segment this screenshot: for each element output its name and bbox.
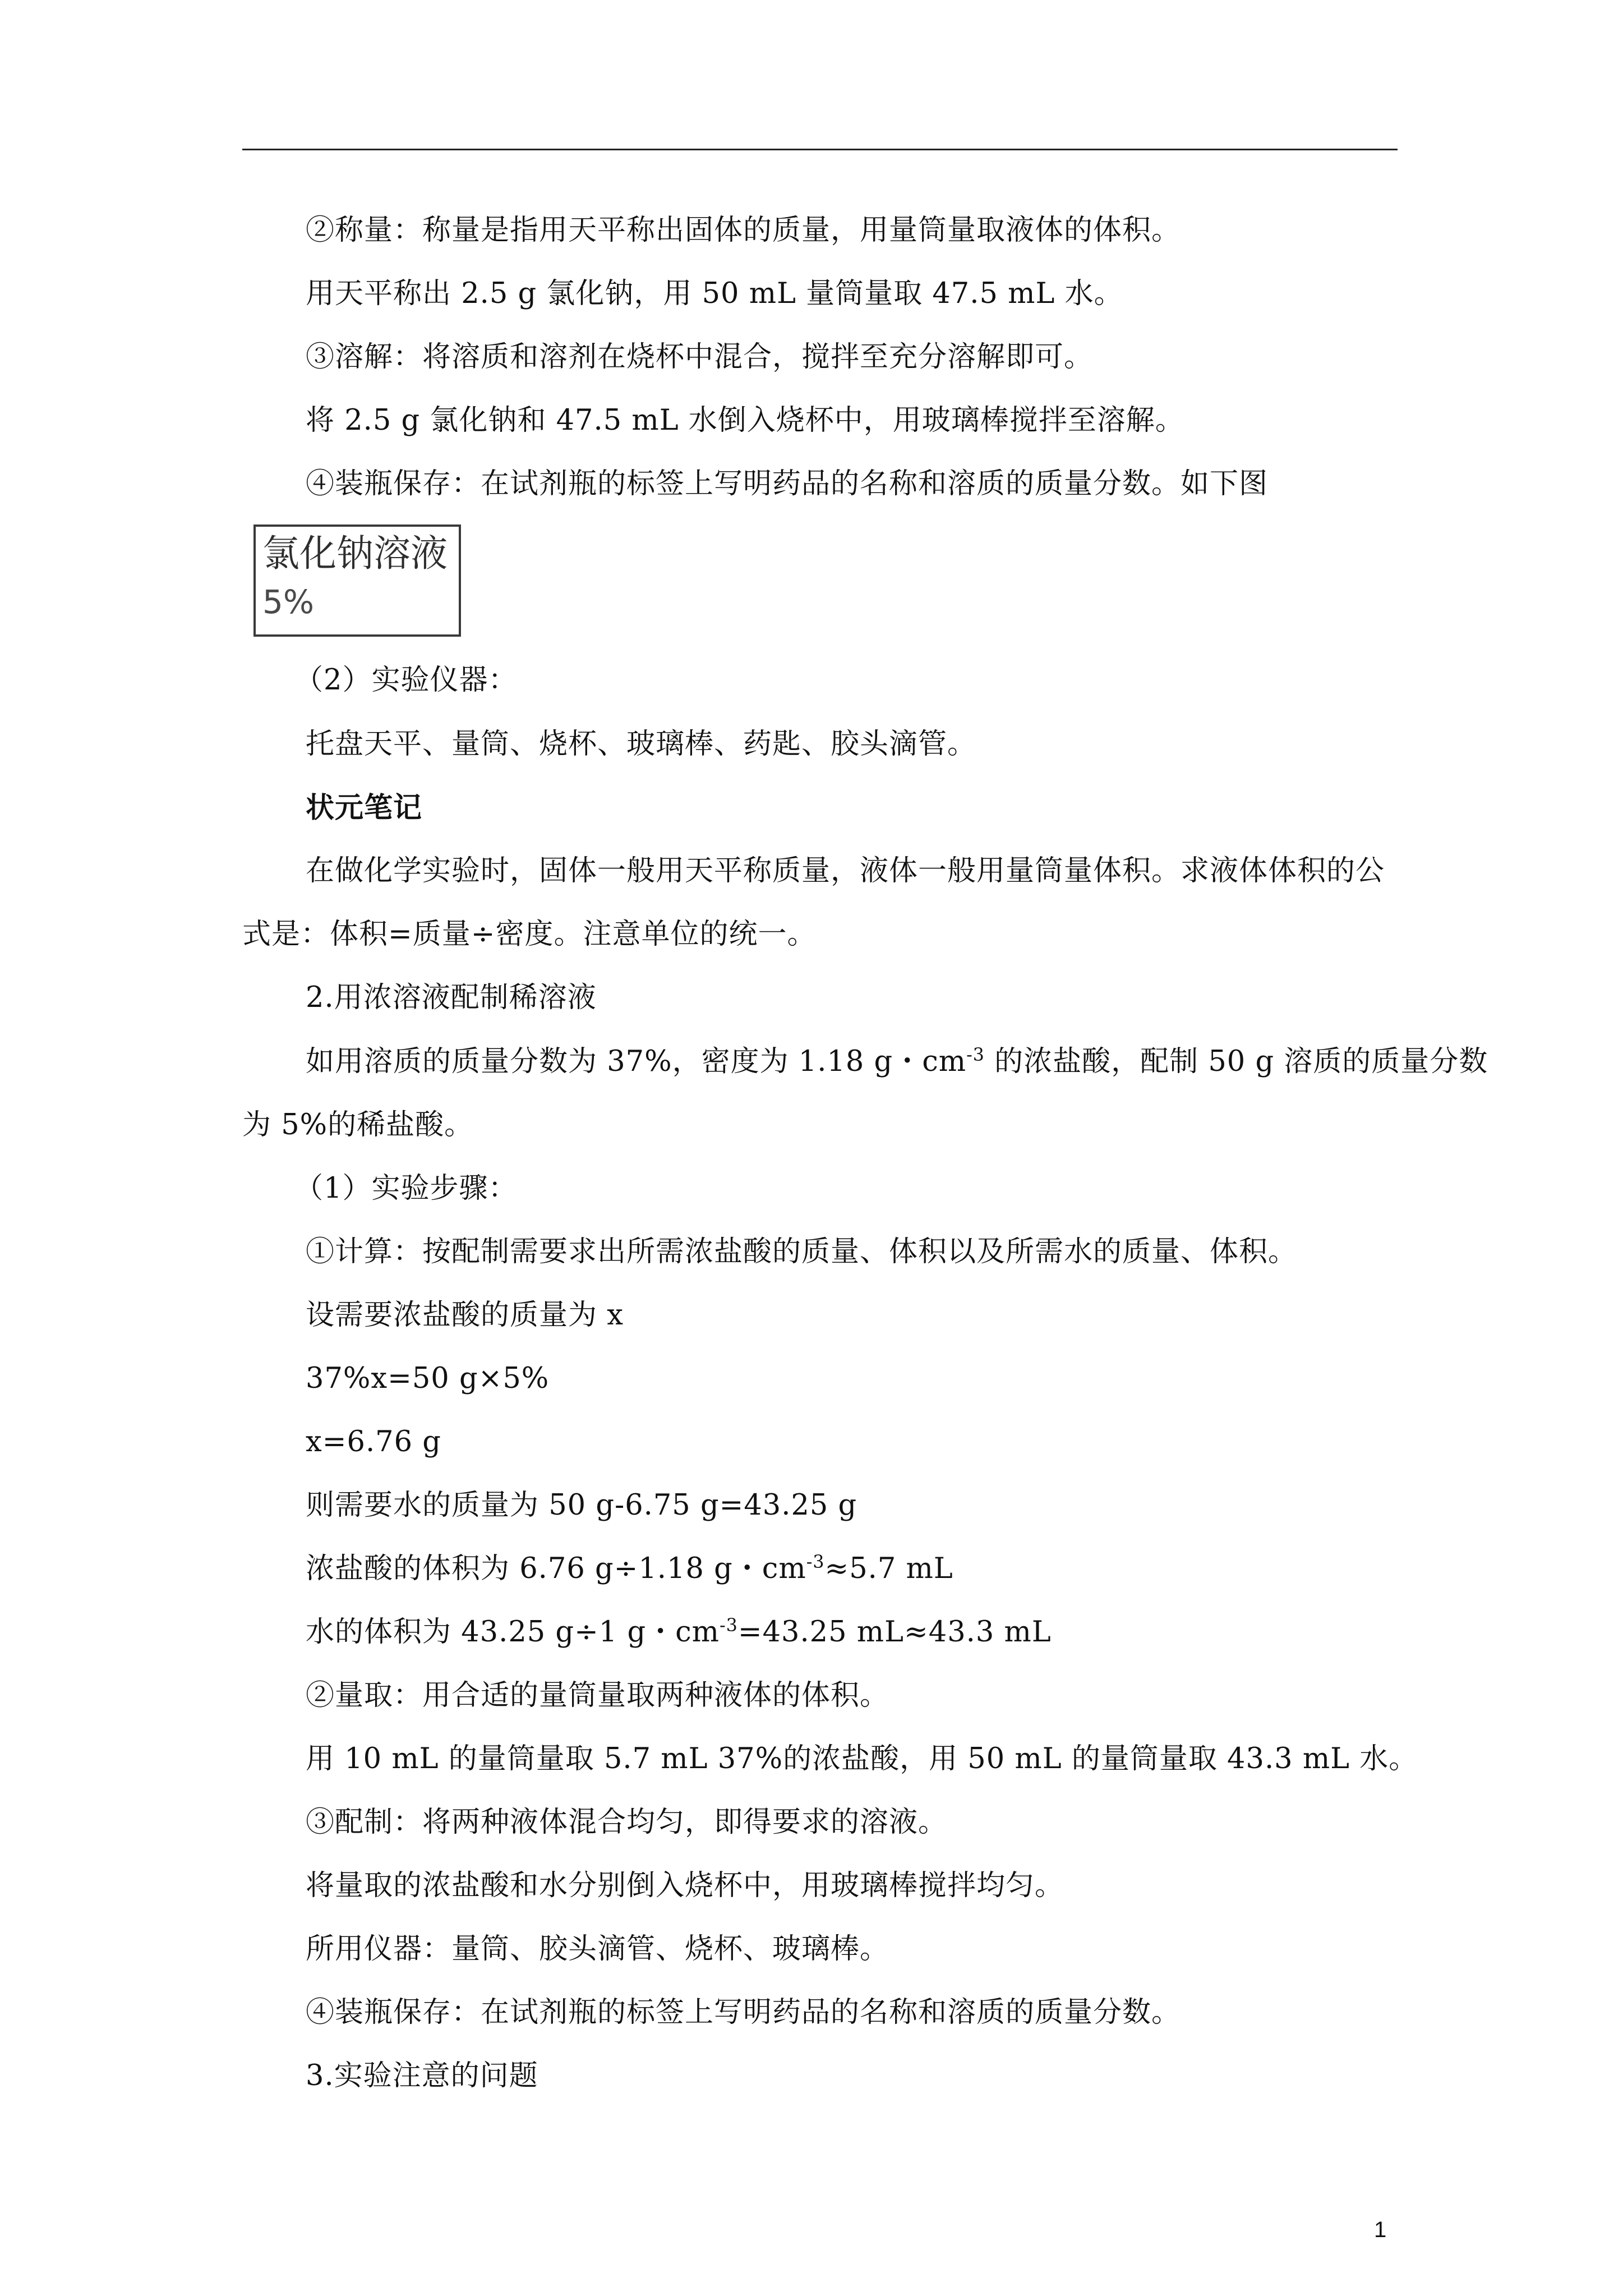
example-text-1	[306, 1043, 1488, 1080]
steps-heading: （1）实验步骤：	[294, 1172, 518, 1205]
calc-water-volume-part2: =43.25 mL≈43.3 mL	[737, 1616, 1052, 1649]
dissolving-detail: 将 2.5 g 氯化钠和 47.5 mL 水倒入烧杯中，用玻璃棒搅拌至溶解。	[306, 404, 1184, 437]
reagent-label-name: 氯化钠溶液	[262, 532, 448, 575]
calc-hcl-volume-part2: ≈5.7 mL	[824, 1552, 953, 1585]
header-rule	[242, 149, 1398, 150]
preparation-detail: 将量取的浓盐酸和水分别倒入烧杯中，用玻璃棒搅拌均匀。	[306, 1869, 1064, 1902]
calc-equation: 37%x=50 g×5%	[306, 1362, 550, 1395]
calc-water-volume-part1: 水的体积为 43.25 g÷1 g・cm	[306, 1616, 720, 1649]
reagent-label-percent: 5%	[262, 583, 315, 621]
calc-hcl-volume	[306, 1550, 953, 1588]
instruments-used: 所用仪器：量筒、胶头滴管、烧杯、玻璃棒。	[306, 1932, 889, 1966]
step-calculation: ①计算：按配制需要求出所需浓盐酸的质量、体积以及所需水的质量、体积。	[306, 1235, 1298, 1268]
step-bottling-2: ④装瓶保存：在试剂瓶的标签上写明药品的名称和溶质的质量分数。	[306, 1996, 1181, 2029]
step-weighing: ②称量：称量是指用天平称出固体的质量，用量筒量取液体的体积。	[306, 214, 1181, 247]
calc-hcl-volume-exponent: -3	[806, 1552, 825, 1572]
calc-water-mass: 则需要水的质量为 50 g-6.75 g=43.25 g	[306, 1489, 857, 1522]
step-bottling: ④装瓶保存：在试剂瓶的标签上写明药品的名称和溶质的质量分数。如下图	[306, 467, 1269, 500]
page-number: 1	[1374, 2217, 1387, 2242]
instruments-heading: （2）实验仪器：	[294, 664, 518, 697]
measuring-detail: 用 10 mL 的量筒量取 5.7 mL 37%的浓盐酸，用 50 mL 的量筒量取 43.3 mL 水。	[306, 1742, 1418, 1775]
calc-assumption: 设需要浓盐酸的质量为 x	[306, 1299, 624, 1332]
notes-text-2: 式是：体积=质量÷密度。注意单位的统一。	[242, 918, 817, 951]
example-text-2: 为 5%的稀盐酸。	[242, 1108, 474, 1142]
example-text-1-exponent: -3	[966, 1045, 985, 1065]
step-measuring: ②量取：用合适的量筒量取两种液体的体积。	[306, 1679, 889, 1712]
calc-result: x=6.76 g	[306, 1425, 441, 1458]
calc-water-volume	[306, 1614, 1052, 1651]
step-preparation: ③配制：将两种液体混合均匀，即得要求的溶液。	[306, 1806, 948, 1839]
calc-hcl-volume-part1: 浓盐酸的体积为 6.76 g÷1.18 g・cm	[306, 1552, 806, 1585]
section-2-heading: 2.用浓溶液配制稀溶液	[306, 981, 597, 1014]
notes-heading: 状元笔记	[306, 791, 423, 825]
example-text-1-part2: 的浓盐酸，配制 50 g 溶质的质量分数	[984, 1045, 1488, 1078]
weighing-detail: 用天平称出 2.5 g 氯化钠，用 50 mL 量筒量取 47.5 mL 水。	[306, 277, 1123, 310]
example-text-1-part1: 如用溶质的质量分数为 37%，密度为 1.18 g・cm	[306, 1045, 967, 1078]
calc-water-volume-exponent: -3	[720, 1616, 738, 1636]
section-3-heading: 3.实验注意的问题	[306, 2059, 538, 2092]
reagent-label	[253, 524, 461, 637]
notes-text-1: 在做化学实验时，固体一般用天平称质量，液体一般用量筒量体积。求液体体积的公	[306, 854, 1385, 887]
instruments-list: 托盘天平、量筒、烧杯、玻璃棒、药匙、胶头滴管。	[306, 728, 977, 761]
step-dissolving: ③溶解：将溶质和溶剂在烧杯中混合，搅拌至充分溶解即可。	[306, 341, 1094, 374]
